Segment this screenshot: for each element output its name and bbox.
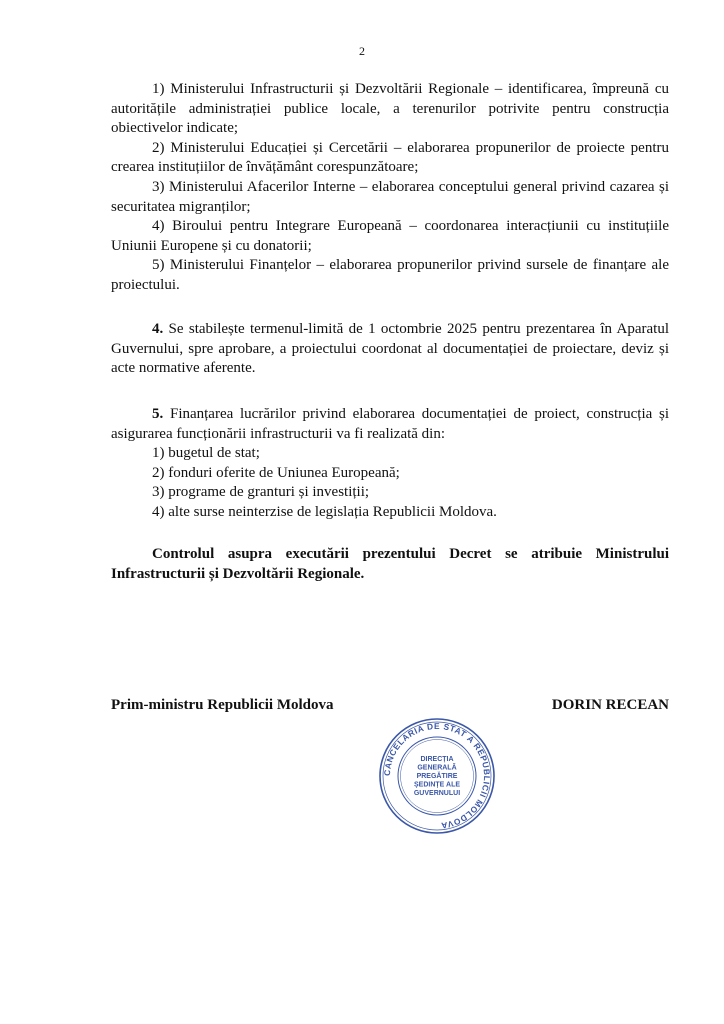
- page-number: 2: [359, 44, 365, 58]
- point-5-number: 5.: [152, 406, 164, 422]
- signatory-name: DORIN RECEAN: [551, 697, 669, 713]
- point-5-text: Finanțarea lucrărilor privind elaborarea documentației de proiect, construcția și asigurarea funcționării infrastructurii va fi realizată din:: [111, 406, 669, 442]
- signatory-title: Prim-ministru Republicii Moldova: [111, 697, 334, 713]
- funding-source-item: 3) programe de granturi și investiții;: [152, 484, 370, 501]
- seal-ring-text: CANCELARIA DE STAT A REPUBLICII MOLDOVA: [381, 720, 493, 831]
- control-clause-block: [111, 545, 669, 584]
- point-5-paragraph: [111, 405, 669, 444]
- control-clause: Controlul asupra executării prezentului Decret se atribuie Ministrului Infrastructurii și Dezvoltării Regionale.: [111, 546, 669, 582]
- point-5: [111, 405, 669, 523]
- funding-source-item: 4) alte surse neinterzise de legislația Republicii Moldova.: [152, 503, 497, 520]
- point-4: [111, 320, 669, 379]
- ministry-item: 2) Ministerului Educației și Cercetării – elaborarea propunerilor de proiecte pentru crearea instituțiilor de învățământ corespunzătoare;: [111, 139, 669, 176]
- seal-center-line: DIRECȚIA: [420, 756, 454, 763]
- seal-center-line: ȘEDINȚE ALE: [413, 781, 461, 789]
- seal-center-line: PREGĂTIRE: [416, 773, 458, 780]
- official-seal: [377, 716, 497, 836]
- point-4-text: Se stabilește termenul-limită de 1 octombrie 2025 pentru prezentarea în Aparatul Guvernului, spre aprobare, a proiectului coordonat al documentației de proiectare, deviz și acte normative aferente.: [111, 321, 669, 377]
- seal-center-line: GENERALĂ: [417, 764, 457, 772]
- ministry-item: 3) Ministerului Afacerilor Interne – elaborarea conceptului general privind cazarea și securitatea migranților;: [111, 178, 669, 215]
- ministry-item: 4) Biroului pentru Integrare Europeană – coordonarea interacțiunii cu instituțiile Uniunii Europene și cu donatorii;: [111, 218, 669, 254]
- funding-source-item: 2) fonduri oferite de Uniunea Europeană;: [152, 464, 400, 481]
- point-4-paragraph: [111, 320, 669, 379]
- funding-source-item: 1) bugetul de stat;: [152, 445, 260, 462]
- seal-center-line: GUVERNULUI: [413, 790, 461, 797]
- ministry-item: 1) Ministerului Infrastructurii și Dezvoltării Regionale – identificarea, împreună cu autoritățile administrației publice locale, a terenurilor potrivite pentru construcția obiectivelor indicate;: [111, 81, 669, 137]
- ministry-item: 5) Ministerului Finanțelor – elaborarea propunerilor privind sursele de finanțare ale proiectului.: [111, 257, 669, 293]
- point-4-number: 4.: [152, 321, 164, 337]
- ministries-list: [111, 80, 669, 296]
